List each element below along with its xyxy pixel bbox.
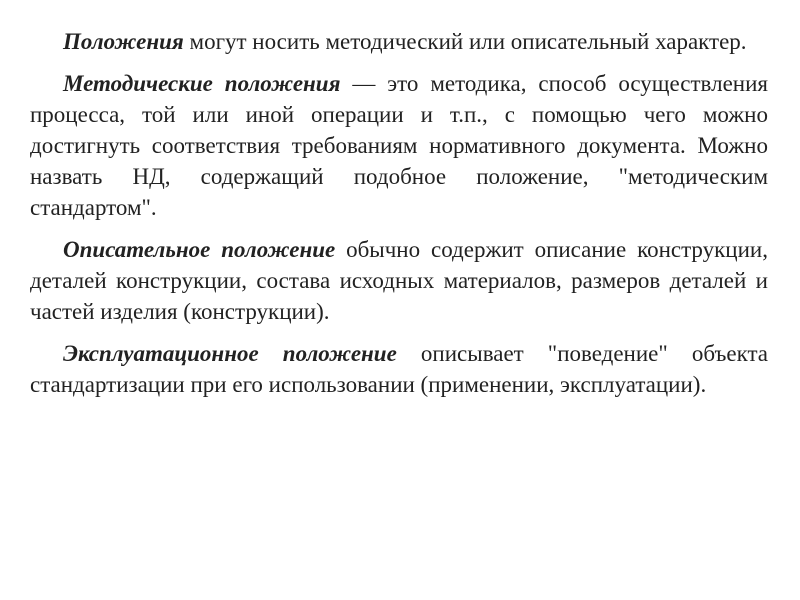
paragraph-descriptive-provision — [30, 234, 768, 327]
paragraph-text: — это методика, способ осуществления процесса, той или иной операции и т.п., с помощью чего можно достигнуть соответствия требованиям нормативного документа. Можно назвать НД, содержащий подобное положение, "методическим стандартом". — [30, 71, 768, 220]
term-operational-provision: Эксплуатационное положение — [63, 341, 397, 366]
paragraph-methodical-provisions — [30, 68, 768, 223]
slide-text-body — [30, 26, 768, 411]
paragraph-text: обычно содержит описание конструкции, деталей конструкции, состава исходных материалов, размеров деталей и частей изделия (конструкции). — [30, 237, 768, 324]
term-methodical-provisions: Методические положения — [63, 71, 341, 96]
paragraph-text: описывает "поведение" объекта стандартизации при его использовании (применении, эксплуатации). — [30, 341, 769, 397]
term-descriptive-provision: Описательное положение — [63, 237, 336, 262]
paragraph-text: могут носить методический или описательный характер. — [183, 29, 747, 54]
term-provisions: Положения — [63, 29, 184, 54]
paragraph-operational-provision — [30, 338, 768, 400]
paragraph-provisions — [30, 26, 768, 57]
